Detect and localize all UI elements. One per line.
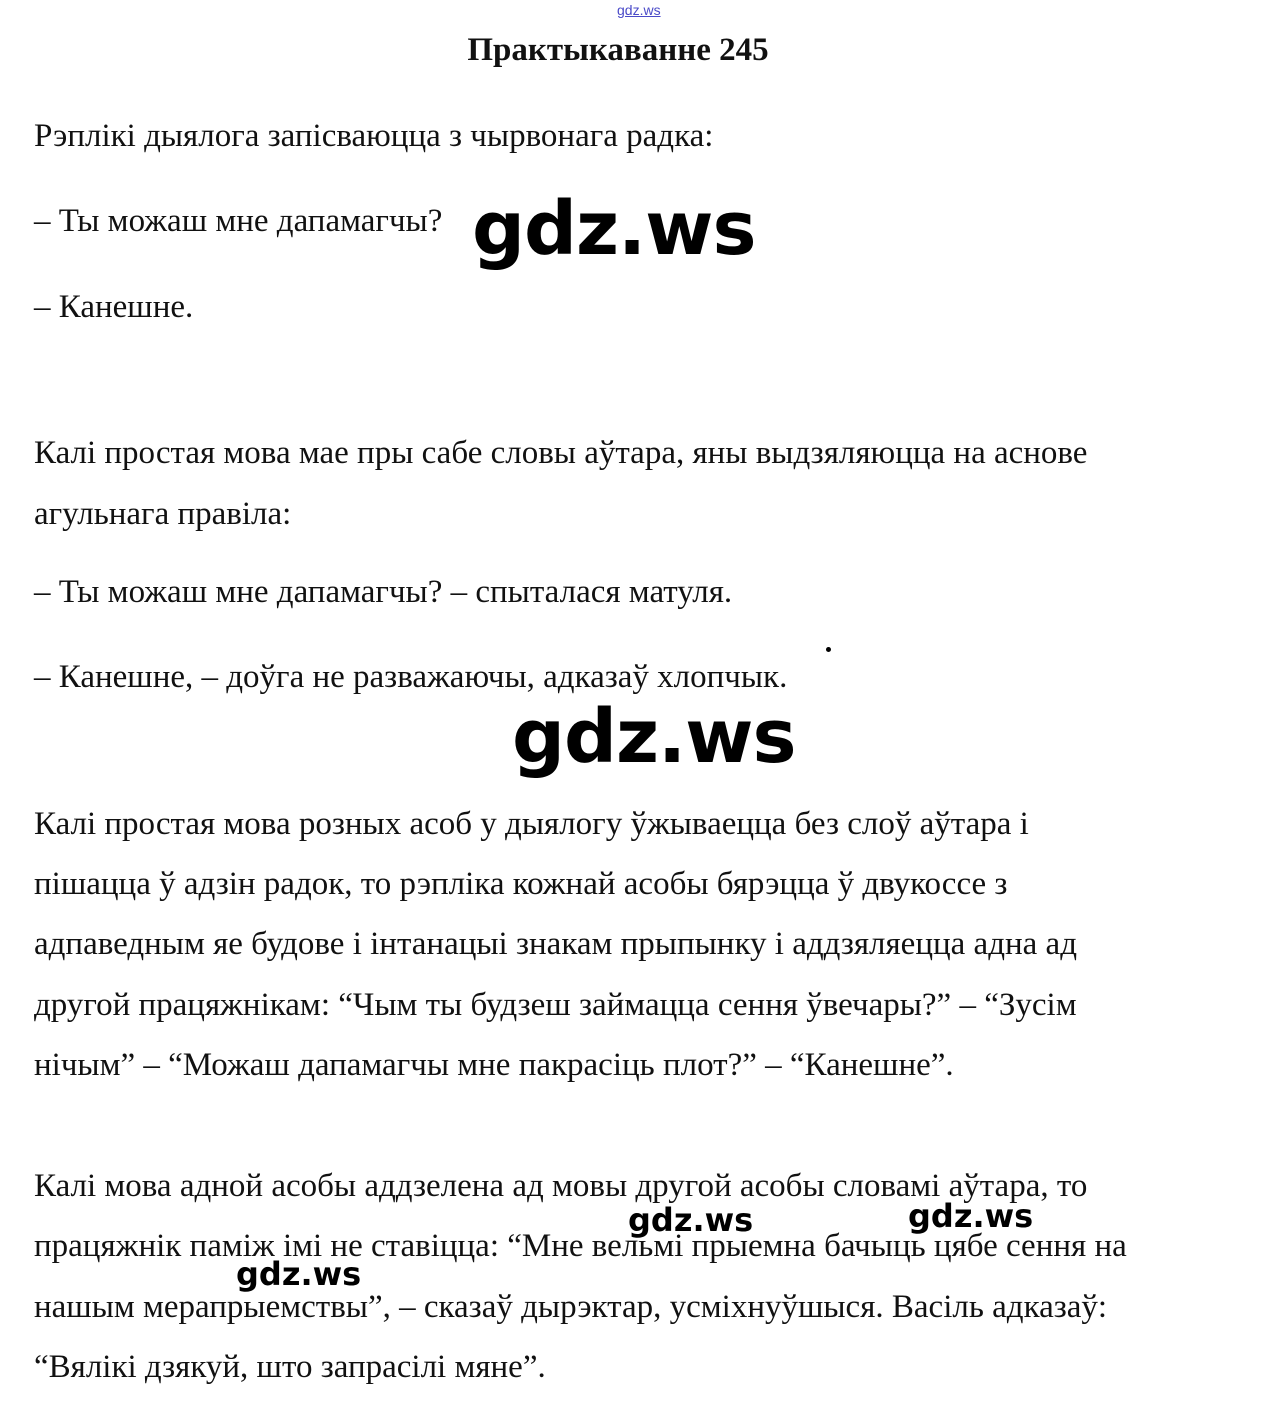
text-line: пішацца ў адзін радок, то рэпліка кожнай асобы бярэцца ў двукоссе з [34,866,1008,902]
text-line: другой працяжнікам: “Чым ты будзеш займацца сення ўвечары?” – “Зусім [34,987,1077,1023]
text-line: “Вялікі дзякуй, што запрасілі мяне”. [34,1349,546,1385]
text-line: Калі простая мова мае пры сабе словы аўтара, яны выдзяляюцца на аснове [34,435,1088,471]
text-line: – Канешне, – доўга не разважаючы, адказаў хлопчык. [34,659,788,695]
text-line: Калі простая мова розных асоб у дыялогу ўжываецца без слоў аўтара і [34,806,1029,842]
watermark: gdz.ws [472,186,756,272]
page-title: Практыкаванне 245 [467,32,769,68]
text-line: – Ты можаш мне дапамагчы? [34,203,443,239]
text-line: Калі мова адной асобы аддзелена ад мовы другой асобы словамі аўтара, то [34,1168,1088,1204]
text-line: – Ты можаш мне дапамагчы? – спыталася матуля. [34,574,733,610]
watermark: gdz.ws [628,1201,754,1239]
text-line: – Канешне. [34,289,194,325]
text-line: працяжнік паміж імі не ставіцца: “Мне вельмі прыемна бачыць цябе сення на [34,1228,1127,1264]
text-line: адпаведным яе будове і інтанацыі знакам прыпынку і аддзяляецца адна ад [34,926,1077,962]
text-line: нічым” – “Можаш дапамагчы мне пакрасіць плот?” – “Канешне”. [34,1047,954,1083]
watermark: gdz.ws [908,1197,1034,1235]
watermark: gdz.ws [512,694,796,780]
stray-dot [826,647,831,652]
text-line: агульнага правіла: [34,496,292,532]
source-mark[interactable]: gdz.ws [617,2,661,18]
text-line: Рэплікі дыялога запісваюцца з чырвонага радка: [34,118,714,154]
watermark: gdz.ws [236,1255,362,1293]
text-line: нашым мерапрыемствы”, – сказаў дырэктар, усміхнуўшыся. Васіль адказаў: [34,1289,1108,1325]
